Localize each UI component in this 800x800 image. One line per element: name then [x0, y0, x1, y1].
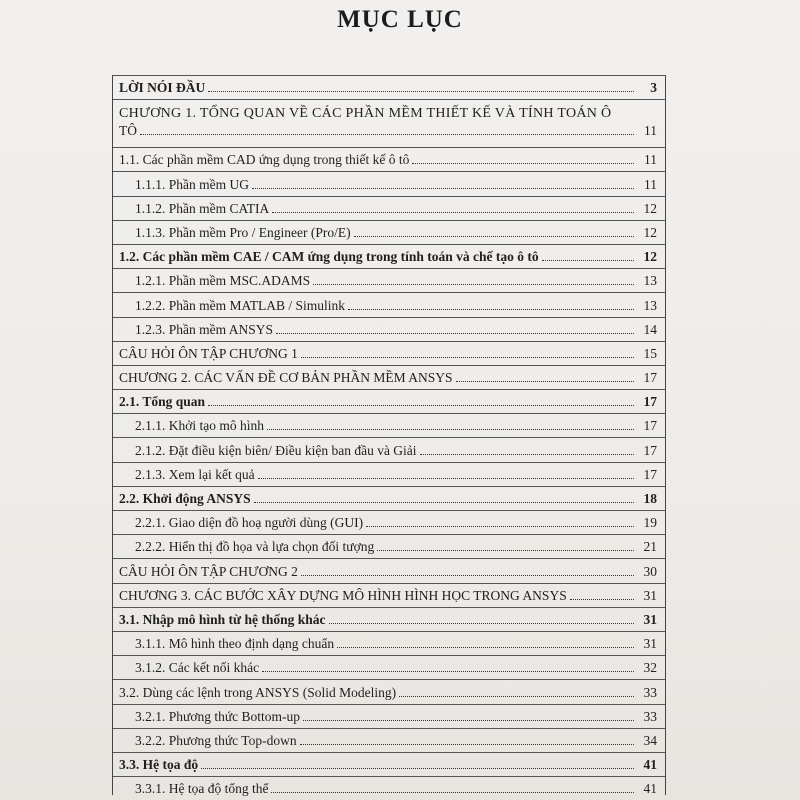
toc-entry-label: 1.1.3. Phần mềm Pro / Engineer (Pro/E) — [135, 224, 351, 240]
toc-entry-page: 41 — [643, 757, 657, 773]
toc-entry[interactable] — [113, 510, 665, 534]
toc-entry-label: 1.2.1. Phần mềm MSC.ADAMS — [135, 273, 311, 289]
toc-entry[interactable] — [113, 413, 665, 437]
dot-leader — [337, 647, 634, 648]
toc-entry-label: 3.2.2. Phương thức Top-down — [135, 732, 297, 748]
toc-entry-page: 31 — [643, 587, 657, 603]
toc-entry-page: 11 — [644, 176, 657, 192]
toc-entry[interactable] — [113, 607, 665, 631]
toc-entry-label: CÂU HỎI ÔN TẬP CHƯƠNG 2 — [119, 563, 298, 579]
toc-entry-page: 12 — [643, 249, 657, 265]
dot-leader — [366, 526, 634, 527]
toc-entry-page: 11 — [644, 152, 657, 168]
toc-entry-label: 3.1.1. Mô hình theo định dạng chuẩn — [135, 636, 335, 652]
toc-entry-page: 3 — [650, 80, 657, 96]
dot-leader — [420, 454, 634, 455]
toc-entry[interactable] — [113, 655, 665, 679]
toc-entry[interactable] — [113, 462, 665, 486]
dot-leader — [329, 623, 634, 624]
dot-leader — [271, 792, 634, 793]
toc-entry[interactable] — [113, 99, 665, 147]
toc-entry-label: CHƯƠNG 3. CÁC BƯỚC XÂY DỰNG MÔ HÌNH HÌNH HỌC TRONG ANSYS — [119, 587, 567, 603]
toc-entry-page: 15 — [643, 345, 657, 361]
toc-entry-page: 19 — [643, 515, 657, 531]
toc-entry-label: 3.3. Hệ tọa độ — [119, 757, 199, 773]
toc-entry[interactable] — [113, 292, 665, 316]
dot-leader — [300, 744, 634, 745]
dot-leader — [252, 188, 634, 189]
toc-entry-page: 17 — [643, 394, 657, 410]
toc-entry[interactable] — [113, 196, 665, 220]
toc-entry[interactable] — [113, 437, 665, 461]
toc-entry-label: 2.1.1. Khởi tạo mô hình — [135, 418, 265, 434]
dot-leader — [301, 357, 634, 358]
dot-leader — [313, 284, 634, 285]
toc-entry-page: 17 — [643, 370, 657, 386]
toc-entry-page: 12 — [643, 200, 657, 216]
dot-leader — [272, 212, 634, 213]
toc-entry[interactable] — [113, 317, 665, 341]
toc-entry-page: 12 — [643, 224, 657, 240]
toc-entry-label: 2.1.2. Đặt điều kiện biên/ Điều kiện ban đầu và Giải — [135, 442, 417, 458]
toc-entry[interactable] — [113, 558, 665, 582]
dot-leader — [301, 575, 634, 576]
page-title: MỤC LỤC — [337, 6, 463, 33]
toc-entry-page: 18 — [643, 491, 657, 506]
toc-entry[interactable] — [113, 534, 665, 558]
toc-entry[interactable] — [113, 171, 665, 195]
toc-entry-page: 31 — [643, 611, 657, 627]
toc-entry[interactable] — [113, 244, 665, 268]
toc-entry-label: 1.2.3. Phần mềm ANSYS — [135, 321, 274, 337]
dot-leader — [258, 478, 634, 479]
toc-entry[interactable] — [113, 704, 665, 728]
dot-leader — [348, 309, 634, 310]
toc-entry-page: 17 — [643, 466, 657, 482]
dot-leader — [208, 91, 634, 92]
toc-entry[interactable] — [113, 75, 665, 99]
toc-entry-page: 13 — [643, 273, 657, 289]
toc-entry[interactable] — [113, 679, 665, 703]
toc-entry-label: 3.2. Dùng các lệnh trong ANSYS (Solid Modeling) — [119, 684, 397, 700]
toc-entry-page: 11 — [644, 123, 657, 139]
dot-leader — [377, 550, 634, 551]
toc-entry[interactable] — [113, 631, 665, 655]
toc-entry-page: 41 — [643, 781, 657, 797]
toc-entry[interactable] — [113, 268, 665, 292]
dot-leader — [354, 236, 634, 237]
toc-entry-label: 2.2. Khởi động ANSYS — [119, 491, 251, 506]
toc-entry-label: 3.1.2. Các kết nối khác — [135, 660, 260, 676]
toc-entry-label: 1.1.2. Phần mềm CATIA — [135, 200, 270, 216]
toc-entry[interactable] — [113, 365, 665, 389]
toc-entry[interactable] — [113, 341, 665, 365]
dot-leader — [140, 134, 634, 135]
toc-entry-label: 3.1. Nhập mô hình từ hệ thống khác — [119, 611, 326, 627]
toc-entry[interactable] — [113, 728, 665, 752]
toc-entry-page: 33 — [643, 708, 657, 724]
toc-entry-label: CHƯƠNG 1. TỔNG QUAN VỀ CÁC PHẦN MỀM THIẾT KẾ VÀ TÍNH TOÁN Ô — [119, 106, 612, 122]
toc-entry-label: 1.1.1. Phần mềm UG — [135, 176, 249, 192]
toc-entry-label: 2.1.3. Xem lại kết quả — [135, 466, 255, 482]
toc-entry-label: 3.2.1. Phương thức Bottom-up — [135, 708, 301, 724]
dot-leader — [267, 429, 634, 430]
toc-entry-page: 32 — [643, 660, 657, 676]
dot-leader — [201, 768, 634, 769]
toc-entry-label: CHƯƠNG 2. CÁC VẤN ĐỀ CƠ BẢN PHẦN MỀM ANSYS — [119, 370, 453, 386]
toc-entry[interactable] — [113, 752, 665, 776]
toc-entry-label: LỜI NÓI ĐẦU — [119, 80, 206, 96]
toc-entry-page: 31 — [643, 636, 657, 652]
toc-entry-label: 3.3.1. Hệ tọa độ tổng thể — [135, 781, 269, 797]
toc-entry-label-continued: TÔ — [119, 123, 137, 139]
toc-entry-label: 2.2.1. Giao diện đồ hoạ người dùng (GUI) — [135, 515, 364, 531]
toc-entry-page: 14 — [643, 321, 657, 337]
dot-leader — [276, 333, 634, 334]
toc-entry-page: 33 — [643, 684, 657, 700]
toc-entry[interactable] — [113, 486, 665, 510]
toc-entry-label: 1.1. Các phần mềm CAD ứng dụng trong thiết kế ô tô — [119, 152, 410, 168]
toc-entry[interactable] — [113, 776, 665, 800]
toc-entry[interactable] — [113, 147, 665, 171]
dot-leader — [303, 720, 634, 721]
toc-entry-page: 13 — [643, 297, 657, 313]
toc-entry[interactable] — [113, 389, 665, 413]
toc-entry-page: 17 — [643, 442, 657, 458]
table-of-contents — [112, 75, 666, 795]
dot-leader — [570, 599, 634, 600]
dot-leader — [254, 502, 634, 503]
toc-entry[interactable] — [113, 583, 665, 607]
dot-leader — [542, 260, 634, 261]
dot-leader — [412, 163, 634, 164]
toc-entry-page: 21 — [643, 539, 657, 555]
dot-leader — [456, 381, 634, 382]
toc-entry-label: 2.2.2. Hiển thị đồ họa và lựa chọn đối tượng — [135, 539, 375, 555]
toc-entry-page: 30 — [643, 563, 657, 579]
dot-leader — [399, 696, 634, 697]
toc-entry-label: CÂU HỎI ÔN TẬP CHƯƠNG 1 — [119, 345, 298, 361]
toc-entry-label: 1.2.2. Phần mềm MATLAB / Simulink — [135, 297, 346, 313]
toc-entry-page: 34 — [643, 732, 657, 748]
toc-entry-label: 1.2. Các phần mềm CAE / CAM ứng dụng trong tính toán và chế tạo ô tô — [119, 249, 539, 265]
dot-leader — [208, 405, 634, 406]
toc-entry[interactable] — [113, 220, 665, 244]
toc-entry-page: 17 — [643, 418, 657, 434]
dot-leader — [262, 671, 634, 672]
toc-entry-label: 2.1. Tổng quan — [119, 394, 206, 410]
